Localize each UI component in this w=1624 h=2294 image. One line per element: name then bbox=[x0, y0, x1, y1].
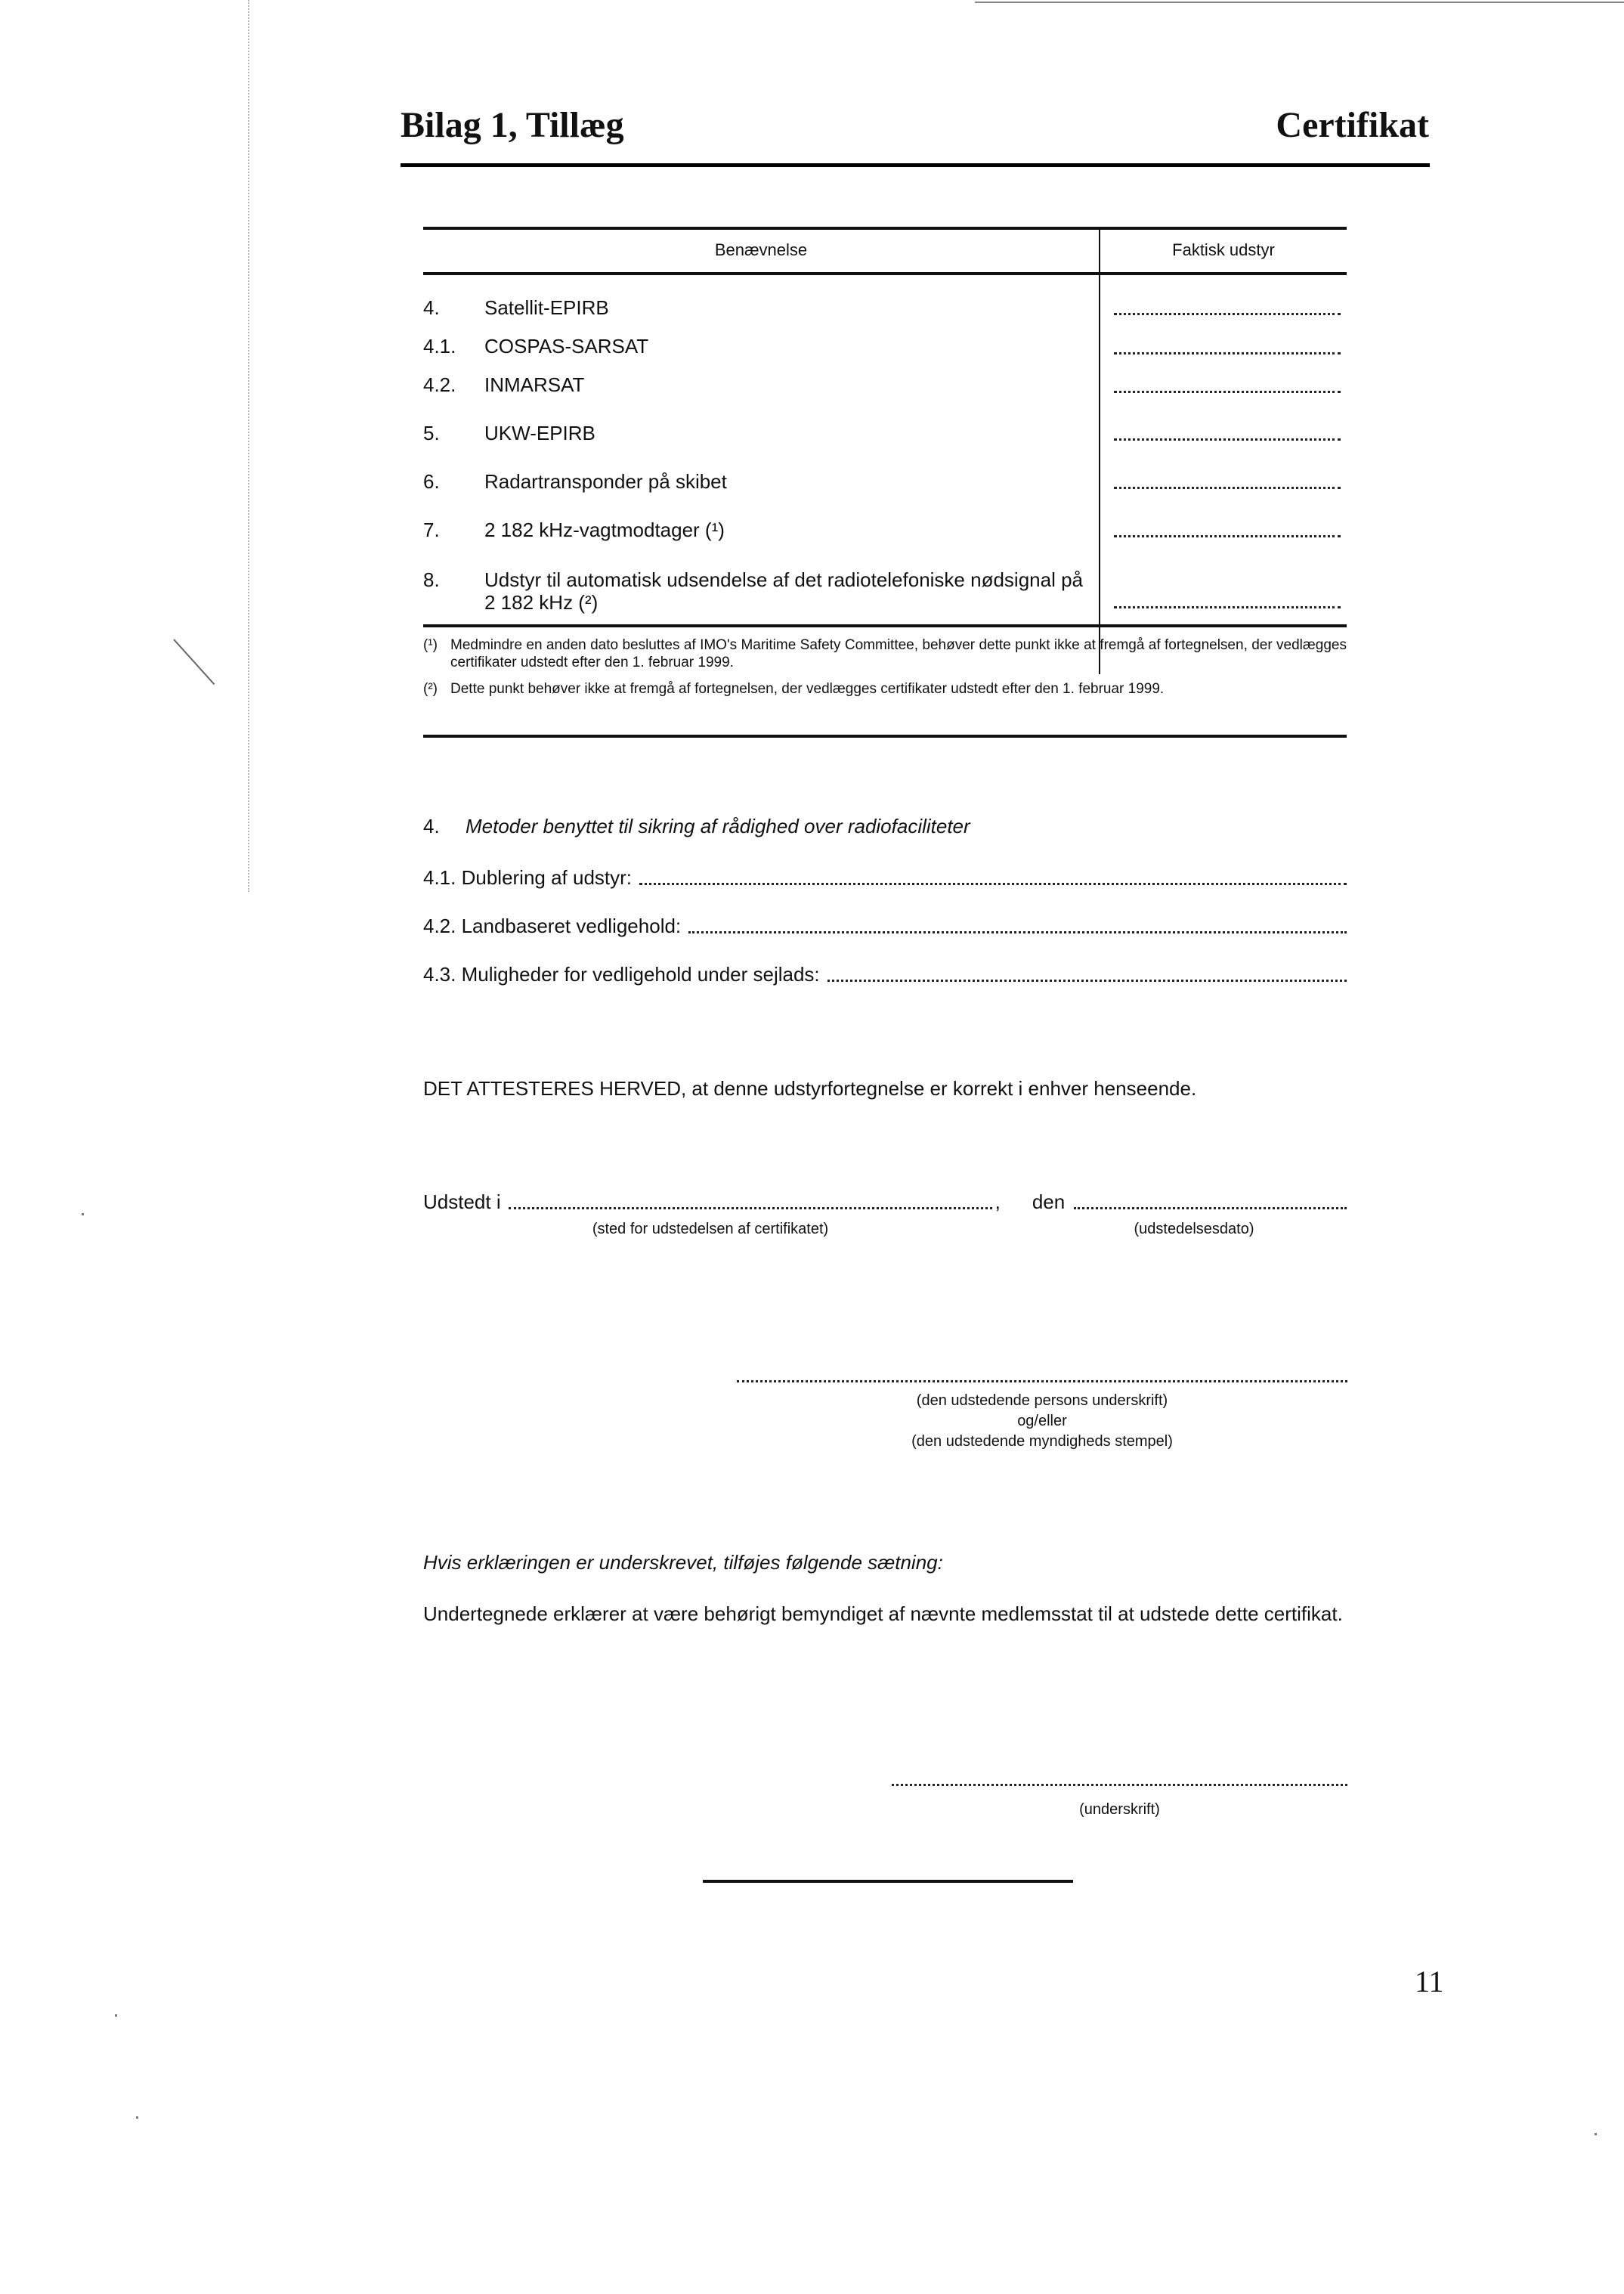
footnote-text: Dette punkt behøver ikke at fremgå af fortegnelsen, der vedlægges certifikater udstedt efter den 1. februar 1999. bbox=[450, 681, 1165, 697]
issuer-signature-field[interactable] bbox=[737, 1380, 1347, 1382]
signature-caption: (underskrift) bbox=[1079, 1801, 1160, 1818]
table-bottom-rule bbox=[423, 735, 1347, 738]
row-label: COSPAS-SARSAT bbox=[484, 335, 649, 358]
end-rule bbox=[703, 1880, 1073, 1883]
issued-date-field[interactable] bbox=[1074, 1207, 1347, 1209]
at-sea-maintenance-field[interactable] bbox=[827, 980, 1347, 982]
column-header-actual: Faktisk udstyr bbox=[1172, 240, 1275, 259]
date-caption: (udstedelsesdato) bbox=[1134, 1221, 1254, 1237]
row-number: 8. bbox=[423, 568, 440, 591]
actual-equipment-field[interactable] bbox=[1114, 535, 1341, 537]
form-field-row bbox=[423, 915, 1347, 938]
field-label: 4.3. Muligheder for vedligehold under sejlads: bbox=[423, 963, 820, 986]
scan-edge-artifact bbox=[975, 2, 1624, 3]
actual-equipment-field[interactable] bbox=[1114, 487, 1341, 489]
scan-speck bbox=[136, 2116, 138, 2119]
issued-place-field[interactable] bbox=[509, 1207, 992, 1209]
section-heading bbox=[423, 815, 970, 838]
footnote bbox=[423, 636, 1347, 671]
form-field-row bbox=[423, 866, 1347, 890]
caption-line: (den udstedende myndigheds stempel) bbox=[911, 1433, 1173, 1450]
actual-equipment-field[interactable] bbox=[1114, 313, 1341, 315]
table-top-rule bbox=[423, 227, 1347, 230]
footnote-text: Medmindre en anden dato besluttes af IMO's Maritime Safety Committee, behøver dette punkt ikke at fremgå af fortegnelsen, der vedlægges certifikater udstedt efter den 1. februar 1999. bbox=[450, 637, 1347, 670]
authority-declaration: Undertegnede erklærer at være behørigt bemyndiget af nævnte medlemsstat til at udstede dette certifikat. bbox=[423, 1602, 1343, 1625]
section-title: Bilag 1, Tillæg bbox=[401, 105, 624, 145]
footnote bbox=[423, 680, 1347, 698]
row-label: Udstyr til automatisk udsendelse af det radiotelefoniske nødsignal på 2 182 kHz (²) bbox=[484, 568, 1083, 614]
page-number: 11 bbox=[1415, 1964, 1444, 1998]
row-number: 6. bbox=[423, 470, 440, 493]
row-number: 4. bbox=[423, 296, 440, 319]
footnote-marker: (¹) bbox=[423, 637, 438, 653]
signed-note: Hvis erklæringen er underskrevet, tilføjes følgende sætning: bbox=[423, 1551, 943, 1574]
row-label: INMARSAT bbox=[484, 373, 585, 396]
actual-equipment-field[interactable] bbox=[1114, 352, 1341, 354]
row-label: Radartransponder på skibet bbox=[484, 470, 727, 493]
row-number: 4.2. bbox=[423, 373, 456, 396]
header-divider bbox=[401, 163, 1430, 167]
column-header-name: Benævnelse bbox=[714, 240, 808, 259]
caption-line: (den udstedende persons underskrift) bbox=[916, 1392, 1168, 1409]
signature-field[interactable] bbox=[892, 1784, 1347, 1786]
scan-mark-artifact bbox=[173, 639, 215, 685]
scan-speck bbox=[1595, 2133, 1597, 2135]
place-caption: (sted for udstedelsen af certifikatet) bbox=[592, 1221, 829, 1237]
row-label: Satellit-EPIRB bbox=[484, 296, 609, 319]
section-title: Metoder benyttet til sikring af rådighed over radiofaciliteter bbox=[466, 815, 970, 837]
actual-equipment-field[interactable] bbox=[1114, 391, 1341, 393]
caption-line: og/eller bbox=[1017, 1413, 1067, 1429]
section-number: 4. bbox=[423, 815, 440, 837]
issuer-signature-caption bbox=[737, 1391, 1347, 1452]
row-number: 7. bbox=[423, 519, 440, 541]
issued-row bbox=[423, 1190, 1347, 1214]
row-number: 4.1. bbox=[423, 335, 456, 358]
field-label: 4.1. Dublering af udstyr: bbox=[423, 866, 633, 889]
scan-speck bbox=[82, 1213, 84, 1215]
issued-date-label: den bbox=[1032, 1190, 1066, 1213]
comma-separator: , bbox=[995, 1190, 1001, 1213]
actual-equipment-field[interactable] bbox=[1114, 606, 1341, 608]
shore-maintenance-field[interactable] bbox=[688, 931, 1347, 933]
field-label: 4.2. Landbaseret vedligehold: bbox=[423, 915, 682, 937]
row-label: UKW-EPIRB bbox=[484, 422, 595, 444]
actual-equipment-field[interactable] bbox=[1114, 438, 1341, 441]
issued-place-label: Udstedt i bbox=[423, 1190, 501, 1213]
scan-speck bbox=[115, 2014, 117, 2017]
scan-edge-artifact bbox=[248, 0, 249, 892]
duplication-field[interactable] bbox=[639, 883, 1347, 885]
footnote-marker: (²) bbox=[423, 681, 438, 697]
attestation-statement: DET ATTESTERES HERVED, at denne udstyrfortegnelse er korrekt i enhver henseende. bbox=[423, 1077, 1197, 1100]
document-type-title: Certifikat bbox=[1276, 105, 1429, 145]
row-label: 2 182 kHz-vagtmodtager (¹) bbox=[484, 519, 725, 541]
column-divider bbox=[1099, 228, 1100, 674]
form-field-row bbox=[423, 963, 1347, 986]
table-body-rule bbox=[423, 624, 1347, 627]
row-number: 5. bbox=[423, 422, 440, 444]
table-header-rule bbox=[423, 272, 1347, 275]
